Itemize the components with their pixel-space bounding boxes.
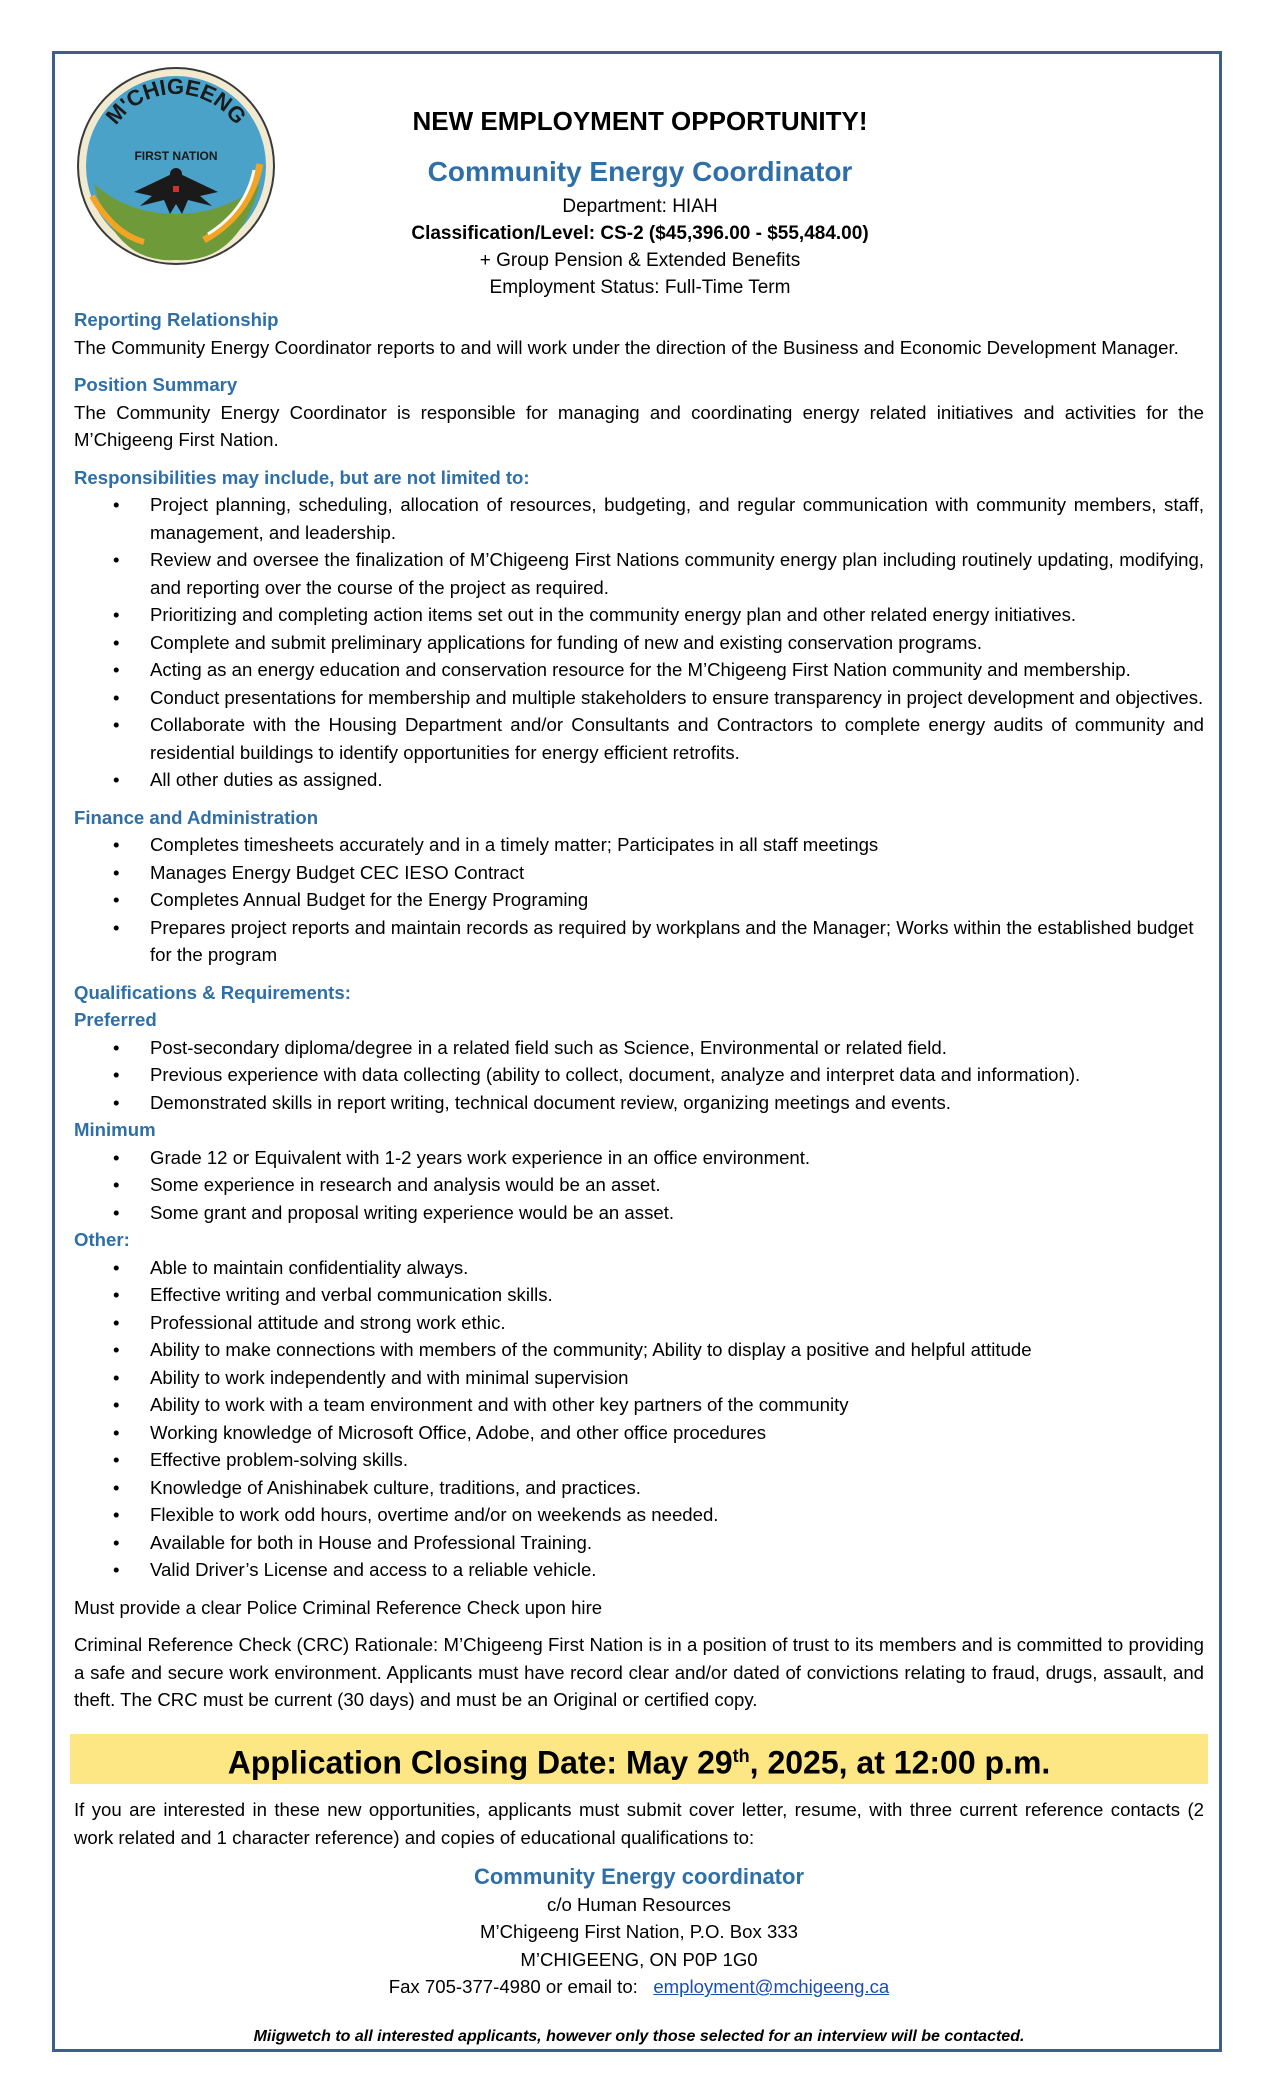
list-item: • Completes Annual Budget for the Energy Programing: [150, 886, 1204, 914]
list-item: • Review and oversee the finalization of M’Chigeeng First Nations community energy plan including routinely updating, modifying, and reporting over the course of the project as required.: [150, 546, 1204, 601]
crc-rationale: Criminal Reference Check (CRC) Rationale: M’Chigeeng First Nation is in a position of trust to its members and is committed to providing a safe and secure work environment. Applicants must have record clear and/or dated of convictions relating to fraud, drugs, assault, and theft. The CRC must be current (30 days) and must be an Original or certified copy.: [74, 1634, 1204, 1710]
other-list: [74, 1254, 1204, 1584]
preferred-list: [74, 1034, 1204, 1117]
list-item: • Post-secondary diploma/degree in a related field such as Science, Environmental or related field.: [150, 1034, 1204, 1062]
list-item: • Effective problem-solving skills.: [150, 1446, 1204, 1474]
contact-line: M’Chigeeng First Nation, P.O. Box 333: [480, 1921, 798, 1943]
closing-date-prefix: Application Closing Date: May 29: [227, 1744, 733, 1781]
list-item: • Knowledge of Anishinabek culture, traditions, and practices.: [150, 1474, 1204, 1502]
list-item: • Able to maintain confidentiality always.: [150, 1254, 1204, 1282]
list-item: • Flexible to work odd hours, overtime and/or on weekends as needed.: [150, 1501, 1204, 1529]
contact-line: c/o Human Resources: [547, 1893, 731, 1915]
footer-note: Miigwetch to all interested applicants, however only those selected for an interview will be contacted.: [253, 2027, 1025, 2045]
list-item: • Prioritizing and completing action items set out in the community energy plan and other related energy initiatives.: [150, 601, 1204, 629]
list-item: • Ability to make connections with members of the community; Ability to display a positive and helpful attitude: [150, 1336, 1204, 1364]
logo-arc-text: M'CHIGEENG: [100, 73, 252, 129]
other-heading: Other:: [74, 1229, 130, 1250]
closing-date-banner: [70, 1734, 1208, 1785]
list-item: • Available for both in House and Professional Training.: [150, 1529, 1204, 1557]
list-item: • Demonstrated skills in report writing, technical document review, organizing meetings and events.: [150, 1089, 1204, 1117]
department: Department: HIAH: [562, 196, 718, 217]
list-item: • Complete and submit preliminary applications for funding of new and existing conservation programs.: [150, 629, 1204, 657]
contact-fax-line: [74, 1973, 1204, 2001]
classification: Classification/Level: CS-2 ($45,396.00 - $55,484.00): [411, 223, 869, 244]
summary-text: The Community Energy Coordinator is responsible for managing and coordinating energy related initiatives and activities for the M’Chigeeng First Nation.: [74, 401, 1204, 450]
posting-body: [74, 306, 1204, 2050]
contact-line: M’CHIGEENG, ON P0P 1G0: [520, 1948, 758, 1970]
employment-status: Employment Status: Full-Time Term: [489, 277, 791, 298]
fax-text: Fax 705-377-4980 or email to:: [388, 1976, 638, 1998]
preferred-heading: Preferred: [74, 1009, 157, 1030]
mchigeeng-logo: [74, 64, 278, 268]
logo-subtitle: FIRST NATION: [134, 149, 218, 163]
list-item: • Working knowledge of Microsoft Office, Adobe, and other office procedures: [150, 1419, 1204, 1447]
summary-heading: Position Summary: [74, 374, 238, 395]
list-item: • Some grant and proposal writing experience would be an asset.: [150, 1199, 1204, 1227]
responsibilities-list: [74, 491, 1204, 794]
qualifications-heading: Qualifications & Requirements:: [74, 981, 351, 1003]
list-item: • Valid Driver’s License and access to a reliable vehicle.: [150, 1556, 1204, 1584]
job-title: Community Energy Coordinator: [427, 156, 853, 187]
list-item: • Previous experience with data collecting (ability to collect, document, analyze and interpret data and information).: [150, 1061, 1204, 1089]
reporting-text: The Community Energy Coordinator reports to and will work under the direction of the Business and Economic Development Manager.: [74, 336, 1179, 358]
list-item: • Grade 12 or Equivalent with 1-2 years work experience in an office environment.: [150, 1144, 1204, 1172]
headline: NEW EMPLOYMENT OPPORTUNITY!: [412, 106, 868, 136]
finance-heading: Finance and Administration: [74, 806, 319, 828]
list-item: • Conduct presentations for membership and multiple stakeholders to ensure transparency in project development and objectives.: [150, 684, 1204, 712]
list-item: • Completes timesheets accurately and in a timely matter; Participates in all staff meetings: [150, 831, 1204, 859]
closing-date-ordinal: th: [732, 1745, 750, 1766]
list-item: • Professional attitude and strong work ethic.: [150, 1309, 1204, 1337]
list-item: • Ability to work independently and with minimal supervision: [150, 1364, 1204, 1392]
list-item: • All other duties as assigned.: [150, 766, 1204, 794]
list-item: • Manages Energy Budget CEC IESO Contract: [150, 859, 1204, 887]
closing-date-suffix: , 2025, at 12:00 p.m.: [749, 1744, 1051, 1781]
list-item: • Prepares project reports and maintain records as required by workplans and the Manager; Works within the established budget for the program: [150, 914, 1204, 969]
email-link[interactable]: employment@mchigeeng.ca: [653, 1976, 890, 1998]
reporting-heading: Reporting Relationship: [74, 309, 279, 330]
apply-instructions: If you are interested in these new opportunities, applicants must submit cover letter, resume, with three current reference contacts (2 work related and 1 character reference) and copies of educational qualifications to:: [74, 1799, 1204, 1848]
list-item: • Acting as an energy education and conservation resource for the M’Chigeeng First Nation community and membership.: [150, 656, 1204, 684]
list-item: • Effective writing and verbal communication skills.: [150, 1281, 1204, 1309]
list-item: • Project planning, scheduling, allocation of resources, budgeting, and regular communication with community members, staff, management, and leadership.: [150, 491, 1204, 546]
benefits: + Group Pension & Extended Benefits: [479, 250, 801, 271]
list-item: • Collaborate with the Housing Department and/or Consultants and Contractors to complete energy audits of community and residential buildings to identify opportunities for energy efficient retrofits.: [150, 711, 1204, 766]
contact-title: Community Energy coordinator: [473, 1864, 805, 1890]
responsibilities-heading: Responsibilities may include, but are not limited to:: [74, 466, 530, 488]
minimum-list: [74, 1144, 1204, 1227]
minimum-heading: Minimum: [74, 1119, 156, 1140]
list-item: • Ability to work with a team environment and with other key partners of the community: [150, 1391, 1204, 1419]
list-item: • Some experience in research and analysis would be an asset.: [150, 1171, 1204, 1199]
finance-list: [74, 831, 1204, 969]
police-check-note: Must provide a clear Police Criminal Reference Check upon hire: [74, 1596, 603, 1618]
contact-block: [74, 1863, 1204, 2001]
